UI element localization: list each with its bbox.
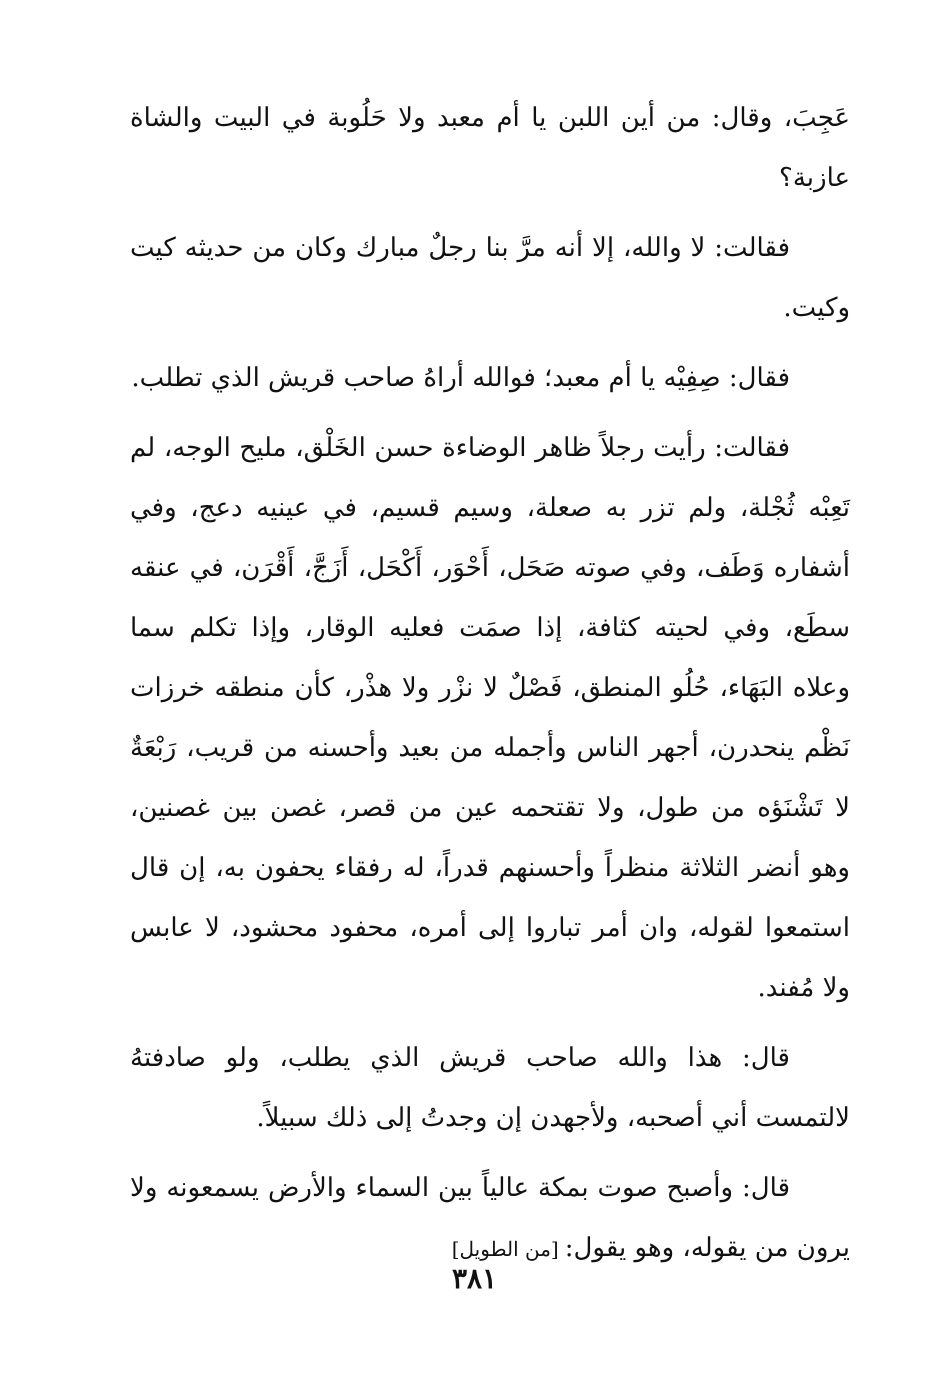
paragraph-text: قال: وأصبح صوت بمكة عالياً بين السماء والأرض يسمعونه ولا يرون من يقوله، وهو يقول: — [130, 1173, 850, 1263]
paragraph-last — [130, 1158, 850, 1279]
paragraph: قال: هذا والله صاحب قريش الذي يطلب، ولو صادفتهُ لالتمست أني أصحبه، ولأجهدن إن وجدتُ إلى ذلك سبيلاً. — [130, 1043, 850, 1133]
body-text — [130, 88, 850, 1289]
paragraph: فقال: صِفِيْه يا أم معبد؛ فوالله أراهُ صاحب قريش الذي تطلب. — [131, 363, 790, 393]
paragraph: عَجِبَ، وقال: من أين اللبن يا أم معبد ولا حَلُوبة في البيت والشاة عازبة؟ — [130, 103, 850, 193]
paragraph: فقالت: رأيت رجلاً ظاهر الوضاءة حسن الخَلْق، مليح الوجه، لم تَعِبْه ثُجْلة، ولم تزر به صعلة، وسيم قسيم، في عينيه دعج، وفي أشفاره وَطَف، وفي صوته صَحَل، أَحْوَر، أَكْحَل، أَزَجَّ، أَقْرَن، في عنقه سطَع، وفي لحيته كثافة، إذا صمَت فعليه الوقار، وإذا تكلم سما وعلاه البَهَاء، حُلُو المنطق، فَصْلٌ لا نزْر ولا هذْر، كأن منطقه خرزات نَظْم ينحدرن، أجهر الناس وأجمله من بعيد وأحسنه من قريب، رَبْعَةٌ لا تَشْنَؤه من طول، ولا تقتحمه عين من قصر، غصن بين غصنين، وهو أنضر الثلاثة منظراً وأحسنهم قدراً، له رفقاء يحفون به، إن قال استمعوا لقوله، وان أمر تباروا إلى أمره، محفود محشود، لا عابس ولا مُفند. — [130, 433, 850, 1003]
paragraph: فقالت: لا والله، إلا أنه مرَّ بنا رجلٌ مبارك وكان من حديثه كيت وكيت. — [130, 233, 850, 323]
page-number: ٣٨١ — [451, 1262, 498, 1295]
meter-note: [من الطويل] — [451, 1237, 559, 1261]
